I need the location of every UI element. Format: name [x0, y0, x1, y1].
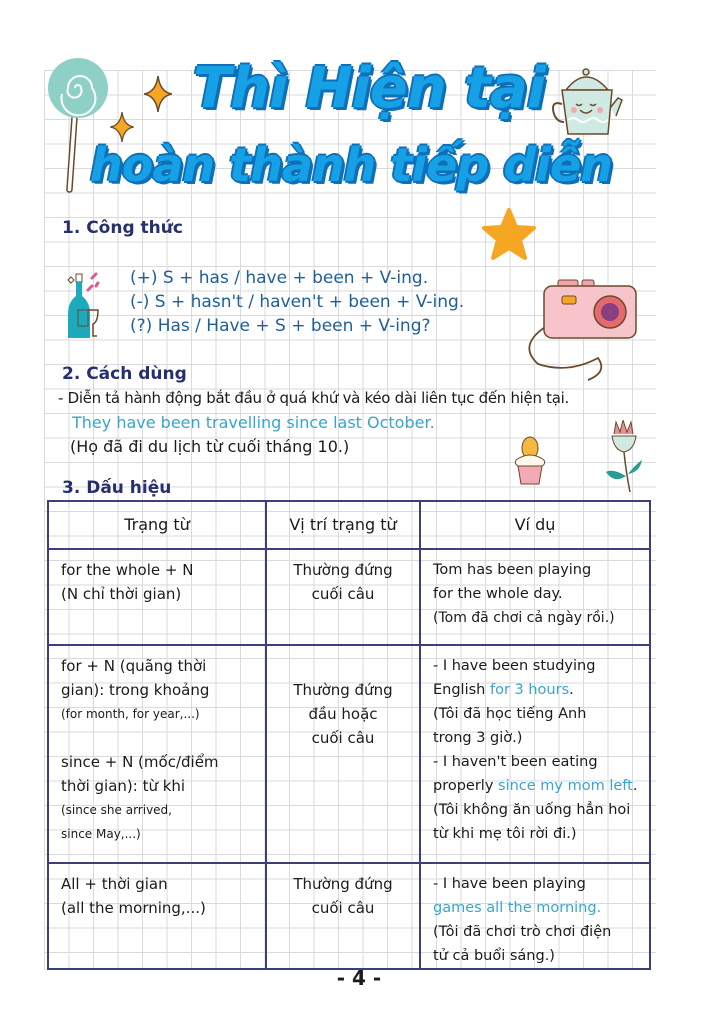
- adverb-note: (N chỉ thời gian): [61, 585, 182, 603]
- example-translation: (Tôi không ăn uống hẳn hoi: [433, 802, 631, 818]
- example-translation: từ khi mẹ tôi rời đi.): [433, 826, 577, 842]
- example-text: [433, 678, 643, 702]
- column-header-position: Vị trí trạng từ: [266, 501, 420, 549]
- section-heading-usage: 2. Cách dùng: [62, 364, 187, 384]
- example-plain: .: [569, 682, 574, 698]
- adverb-text: All + thời gian: [61, 875, 168, 893]
- adverb-text: since + N (mốc/điểm: [61, 753, 219, 771]
- example-text: - I have been studying: [433, 658, 596, 674]
- example-translation: (Tom đã chơi cả ngày rồi.): [433, 610, 615, 626]
- position-text: Thường đứng: [293, 875, 393, 893]
- usage-example: They have been travelling since last October.: [72, 413, 435, 432]
- section-heading-formula: 1. Công thức: [62, 218, 183, 238]
- example-text: for the whole day.: [433, 586, 563, 602]
- example-text: [433, 774, 643, 798]
- formula-list: [130, 266, 464, 338]
- column-header-adverb: Trạng từ: [48, 501, 266, 549]
- example-highlight: for 3 hours: [489, 682, 570, 698]
- position-cell: [266, 549, 420, 645]
- position-text: cuối câu: [311, 585, 375, 603]
- formula-question: (?) Has / Have + S + been + V-ing?: [130, 316, 431, 336]
- position-text: Thường đứng: [293, 561, 393, 579]
- column-header-example: Ví dụ: [420, 501, 650, 549]
- example-cell: [420, 645, 650, 863]
- wine-bottle-icon: [58, 270, 108, 342]
- table-header-row: [48, 501, 650, 549]
- position-text: Thường đứng: [293, 681, 393, 699]
- example-text: Tom has been playing: [433, 562, 592, 578]
- table-row: [48, 549, 650, 645]
- adverb-cell: [48, 645, 266, 863]
- example-cell: [420, 549, 650, 645]
- example-highlight: since my mom left: [498, 778, 633, 794]
- example-translation: tử cả buổi sáng.): [433, 948, 555, 964]
- adverb-note: (all the morning,...): [61, 899, 206, 917]
- star-icon: [482, 208, 536, 262]
- example-plain: properly: [433, 778, 499, 794]
- table-row: [48, 645, 650, 863]
- usage-description: - Diễn tả hành động bắt đầu ở quá khứ và kéo dài liên tục đến hiện tại.: [58, 389, 569, 407]
- formula-affirmative: (+) S + has / have + been + V-ing.: [130, 268, 429, 288]
- example-text: - I have been playing: [433, 876, 586, 892]
- camera-icon: [520, 276, 640, 382]
- usage-translation: (Họ đã đi du lịch từ cuối tháng 10.): [70, 437, 350, 456]
- cupcake-icon: [512, 436, 548, 486]
- example-cell: [420, 863, 650, 969]
- adverb-text: thời gian): từ khi: [61, 777, 186, 795]
- position-cell: [266, 645, 420, 863]
- adverb-cell: [48, 863, 266, 969]
- table-row: [48, 863, 650, 969]
- adverb-note: (for month, for year,...): [61, 707, 200, 721]
- example-plain: English: [433, 682, 490, 698]
- position-cell: [266, 863, 420, 969]
- adverb-text: for the whole + N: [61, 561, 194, 579]
- example-text: - I haven't been eating: [433, 754, 598, 770]
- example-translation: trong 3 giờ.): [433, 730, 523, 746]
- position-text: đầu hoặc: [308, 705, 378, 723]
- adverb-note: since May,...): [61, 827, 141, 841]
- example-plain: .: [632, 778, 638, 794]
- example-translation: (Tôi đã chơi trò chơi điện: [433, 924, 612, 940]
- signs-table: [47, 500, 651, 970]
- example-highlight: games all the morning.: [433, 900, 602, 916]
- page-number: - 4 -: [336, 966, 382, 990]
- position-text: cuối câu: [311, 729, 375, 747]
- section-heading-signs: 3. Dấu hiệu: [62, 478, 172, 498]
- adverb-note: (since she arrived,: [61, 803, 172, 817]
- flower-icon: [604, 420, 644, 496]
- page-title-line1: Thì Hiện tại: [193, 56, 545, 121]
- adverb-text: gian): trong khoảng: [61, 681, 210, 699]
- example-translation: (Tôi đã học tiếng Anh: [433, 706, 587, 722]
- formula-negative: (-) S + hasn't / haven't + been + V-ing.: [130, 292, 465, 312]
- adverb-cell: [48, 549, 266, 645]
- position-text: cuối câu: [311, 899, 375, 917]
- page-title-line2: hoàn thành tiếp diễn: [90, 138, 612, 192]
- adverb-text: for + N (quãng thời: [61, 657, 207, 675]
